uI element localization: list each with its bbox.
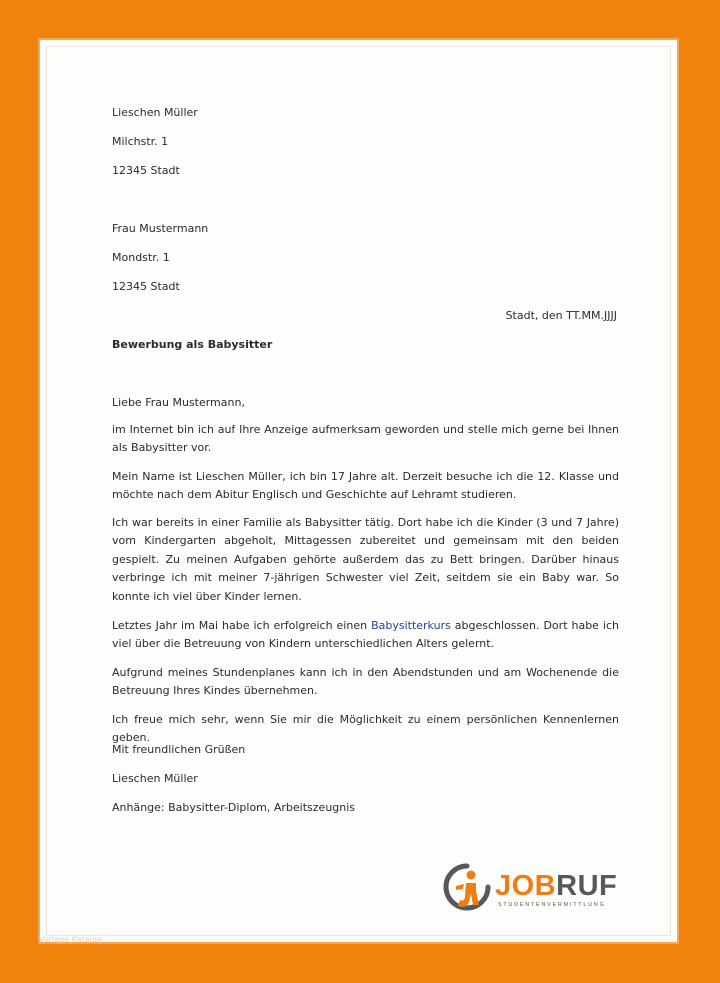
recipient-city: 12345 Stadt [112,280,180,293]
recipient-street: Mondstr. 1 [112,251,170,264]
paragraph-closing-wish: Ich freue mich sehr, wenn Sie mir die Möglichkeit zu einem persönlichen Kennenlernen geben. [112,713,619,745]
course-text-after: abgeschlossen. Dort habe ich viel über die Betreuung von Kindern unterschiedlichen Alters gelernt. [112,619,619,651]
sender-city: 12345 Stadt [112,164,180,177]
attachments-line: Anhänge: Babysitter-Diplom, Arbeitszeugnis [112,801,356,814]
course-text-before: Letztes Jahr im Mai habe ich erfolgreich einen [112,619,372,632]
salutation: Liebe Frau Mustermann, [112,396,245,409]
wordmark-part-ruf: RUF [556,870,618,902]
paragraph-about-me: Mein Name ist Lieschen Müller, ich bin 17 Jahre alt. Derzeit besuche ich die 12. Klasse und möchte nach dem Abitur Englisch und Geschichte auf Lehramt studieren. [112,470,619,502]
letter-page [38,38,679,944]
paragraph-intro: im Internet bin ich auf Ihre Anzeige aufmerksam geworden und stelle mich gerne bei Ihnen als Babysitter vor. [112,423,619,455]
paragraph-availability: Aufgrund meines Stundenplanes kann ich in den Abendstunden und am Wochenende die Betreuung Ihres Kindes übernehmen. [112,666,619,698]
babysitterkurs-link[interactable]: Babysitterkurs [371,619,451,632]
recipient-name: Frau Mustermann [112,222,209,235]
jobruf-person-icon [442,862,492,914]
date-line: Stadt, den TT.MM.JJJJ [505,309,617,322]
subject-line: Bewerbung als Babysitter [112,338,273,351]
signature-name: Lieschen Müller [112,772,198,785]
sender-name: Lieschen Müller [112,106,198,119]
paragraph-experience: Ich war bereits in einer Familie als Babysitter tätig. Dort habe ich die Kinder (3 und 7 Jahre) vom Kindergarten abgeholt, Mittagessen zubereitet und gemeinsam mit den beiden gespielt. Zu meinen Aufgaben gehörte außerdem das zu Bett bringen. Darüber hinaus verbringe ich mit meiner 7-jährigen Schwester viel Zeit, seitdem sie ein Baby war. So konnte ich viel über Kinder lernen. [112,516,619,603]
jobruf-wordmark [495,870,617,903]
watermark-text: Vorlage Katalog [39,935,102,944]
jobruf-logo [442,862,632,918]
paragraph-course [112,617,619,654]
wordmark-part-job: JOB [495,870,557,902]
jobruf-tagline: STUDENTENVERMITTLUNG [498,902,606,908]
closing-greeting: Mit freundlichen Grüßen [112,743,246,756]
sender-street: Milchstr. 1 [112,135,169,148]
